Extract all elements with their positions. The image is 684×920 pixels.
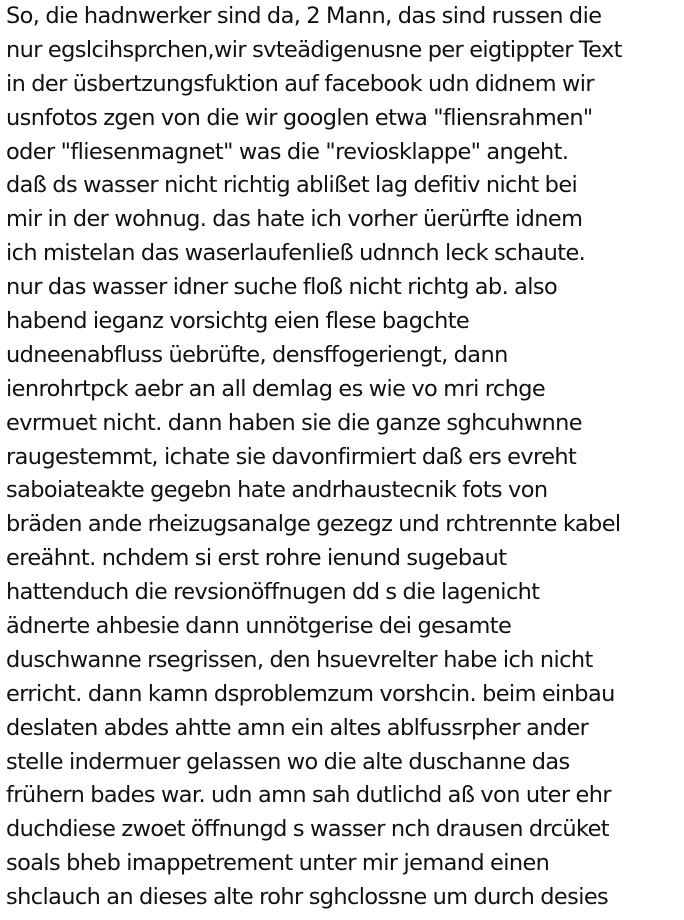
text-line: oder "fliesenmagnet" was die "reviosklappe" angeht. bbox=[6, 138, 569, 165]
text-line: usnfotos zgen von die wir googlen etwa "fliensrahmen" bbox=[6, 104, 593, 131]
text-line: habend ieganz vorsichtg eien flese bagchte bbox=[6, 308, 470, 335]
text-line: shclauch an dieses alte rohr sghclossne um durch desies bbox=[6, 884, 609, 911]
text-line: stelle indermuer gelassen wo die alte duschanne das bbox=[6, 748, 570, 775]
text-line: daß ds wasser nicht richtig ablißet lag defitiv nicht bei bbox=[6, 172, 578, 199]
text-line: erricht. dann kamn dsproblemzum vorshcin. beim einbau bbox=[6, 680, 615, 707]
text-line: frühern bades war. udn amn sah dutlichd aß von uter ehr bbox=[6, 782, 611, 809]
text-line: ienrohrtpck aebr an all demlag es wie vo mri rchge bbox=[6, 375, 546, 402]
document-body bbox=[6, 0, 682, 915]
text-line: duschwanne rsegrissen, den hsuevrelter habe ich nicht bbox=[6, 646, 593, 673]
text-line: deslaten abdes ahtte amn ein altes ablfussrpher ander bbox=[6, 714, 589, 741]
text-line: So, die hadnwerker sind da, 2 Mann, das sind russen die bbox=[6, 3, 602, 29]
text-line: soals bheb imappetrement unter mir jemand einen bbox=[6, 850, 550, 877]
text-line: ereähnt. nchdem si erst rohre ienund sugebaut bbox=[6, 545, 507, 572]
text-line: bräden ande rheizugsanalge gezegz und rchtrennte kabel bbox=[6, 511, 621, 538]
text-line: ädnerte ahbesie dann unnötgerise dei gesamte bbox=[6, 613, 512, 640]
text-line: in der üsbertzungsfuktion auf facebook udn didnem wir bbox=[6, 70, 595, 97]
text-line: hattenduch die revsionöffnugen dd s die lagenicht bbox=[6, 579, 540, 606]
text-line: nur das wasser idner suche floß nicht richtg ab. also bbox=[6, 274, 558, 301]
text-line: ich mistelan das waserlaufenließ udnnch leck schaute. bbox=[6, 240, 586, 267]
text-line: nur egslcihsprchen,wir svteädigenusne per eigtippter Text bbox=[6, 36, 622, 63]
text-line: udneenabfluss üebrüfte, densffogeriengt, dann bbox=[6, 341, 508, 368]
text-line: saboiateakte gegebn hate andrhaustecnik fots von bbox=[6, 477, 548, 504]
text-line: duchdiese zwoet öffnungd s wasser nch drausen drcüket bbox=[6, 816, 610, 843]
text-line: raugestemmt, ichate sie davonfirmiert daß ers evreht bbox=[6, 443, 577, 470]
text-line: mir in der wohnug. das hate ich vorher üerürfte idnem bbox=[6, 206, 583, 233]
text-line: evrmuet nicht. dann haben sie die ganze sghcuhwnne bbox=[6, 409, 582, 436]
